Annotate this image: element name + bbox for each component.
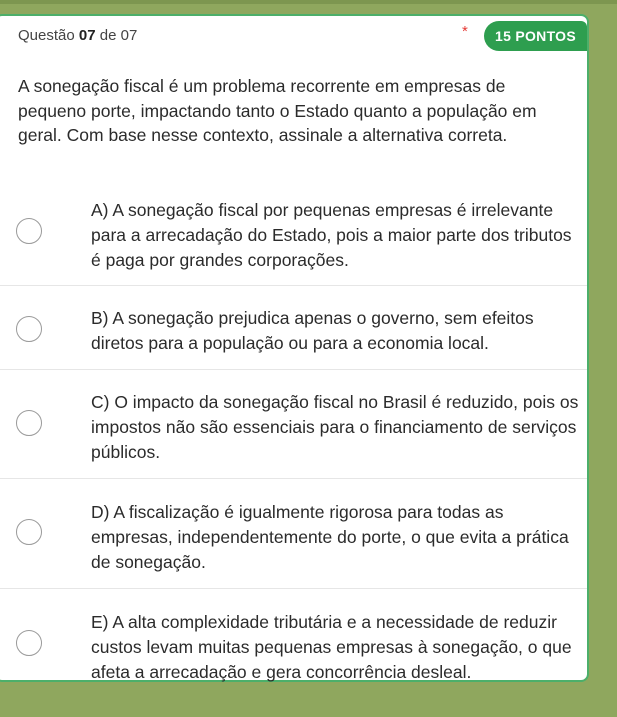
option-b-text: B) A sonegação prejudica apenas o governo, sem efeitos diretos para a população ou para a economia local.	[91, 308, 534, 353]
bottom-background-strip	[0, 686, 617, 717]
question-current-number: 07	[78, 27, 96, 44]
question-label-prefix: Questão	[18, 27, 75, 44]
option-d[interactable]	[0, 479, 587, 589]
option-e[interactable]	[0, 589, 587, 697]
required-marker: *	[462, 23, 468, 40]
option-d-radio[interactable]	[16, 519, 42, 545]
option-c-text: C) O impacto da sonegação fiscal no Brasil é reduzido, pois os impostos não são essenciais para o financiamento de serviços públicos.	[91, 392, 579, 462]
question-header	[0, 16, 587, 56]
option-b-radio[interactable]	[16, 316, 42, 342]
option-a-radio[interactable]	[16, 218, 42, 244]
answer-options	[0, 181, 587, 697]
option-d-text: D) A fiscalização é igualmente rigorosa para todas as empresas, independentemente do porte, o que evita a prática de sonegação.	[91, 502, 569, 572]
points-badge: 15 PONTOS	[484, 21, 587, 51]
option-e-text: E) A alta complexidade tributária e a necessidade de reduzir custos levam muitas pequenas empresas à sonegação, o que afeta a arrecadação e gera concorrência desleal.	[91, 612, 572, 682]
question-prompt: A sonegação fiscal é um problema recorrente em empresas de pequeno porte, impactando tanto o Estado quanto a população em geral. Com base nesse contexto, assinale a alternativa correta.	[18, 76, 537, 145]
option-c-radio[interactable]	[16, 410, 42, 436]
option-e-radio[interactable]	[16, 630, 42, 656]
question-label-middle: de	[99, 27, 117, 44]
top-divider	[0, 0, 617, 4]
question-card	[0, 14, 589, 682]
question-number	[18, 27, 137, 44]
option-c[interactable]	[0, 370, 587, 479]
option-b[interactable]	[0, 286, 587, 370]
option-a[interactable]	[0, 181, 587, 286]
top-background-strip	[0, 0, 617, 14]
option-a-text: A) A sonegação fiscal por pequenas empresas é irrelevante para a arrecadação do Estado, pois a maior parte dos tributos é paga por grandes corporações.	[91, 200, 572, 270]
question-total: 07	[120, 27, 138, 44]
